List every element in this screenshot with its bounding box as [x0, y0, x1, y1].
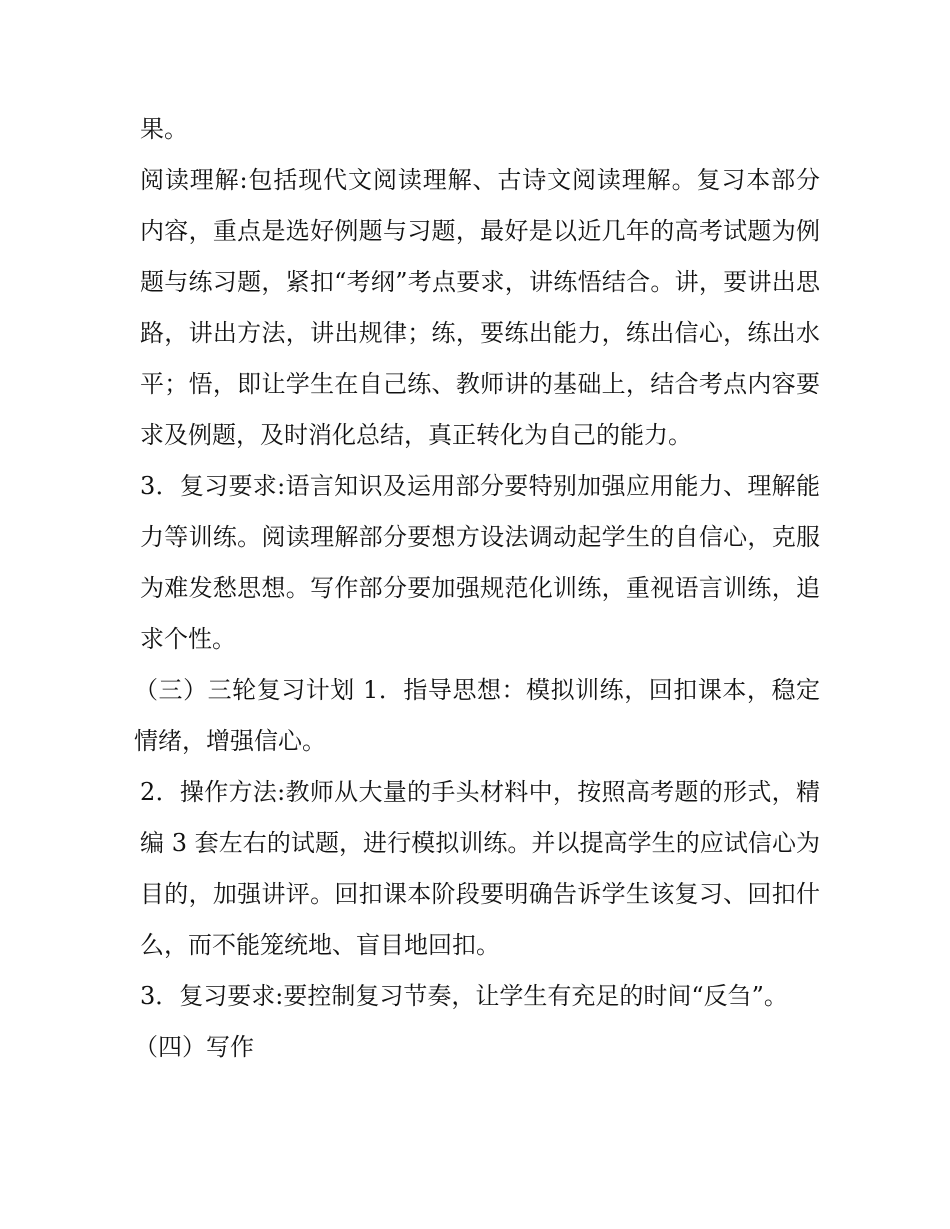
paragraph-review-pace: 3．复习要求:要控制复习节奏，让学生有充足的时间“反刍”。	[140, 982, 788, 1010]
paragraph-reading-comprehension: 阅读理解:包括现代文阅读理解、古诗文阅读理解。复习本部分内容，重点是选好例题与习题，最好是以近几年的高考试题为例题与练习题，紧扣“考纲”考点要求，讲练悟结合。讲，要讲出思路，讲出方法，讲出规律；练，要练出能力，练出信心，练出水平；悟，即让学生在自己练、教师讲的基础上，结合考点内容要求及例题，及时消化总结，真正转化为自己的能力。	[140, 166, 820, 449]
paragraph-third-round-plan: （三）三轮复习计划 1．指导思想：模拟训练，回扣课本，稳定情绪，增强信心。	[134, 676, 820, 755]
document-body	[134, 104, 820, 1073]
paragraph-operation-method: 2．操作方法:教师从大量的手头材料中，按照高考题的形式，精编 3 套左右的试题，进行模拟训练。并以提高学生的应试信心为目的，加强讲评。回扣课本阶段要明确告诉学生该复习、回扣什么，而不能笼统地、盲目地回扣。	[140, 778, 820, 959]
section-heading-writing: （四）写作	[134, 1033, 254, 1061]
paragraph-result-fragment: 果。	[140, 115, 188, 143]
paragraph-review-requirements: 3．复习要求:语言知识及运用部分要特别加强应用能力、理解能力等训练。阅读理解部分要想方设法调动起学生的自信心，克服为难发愁思想。写作部分要加强规范化训练，重视语言训练，追求个性。	[140, 472, 820, 653]
